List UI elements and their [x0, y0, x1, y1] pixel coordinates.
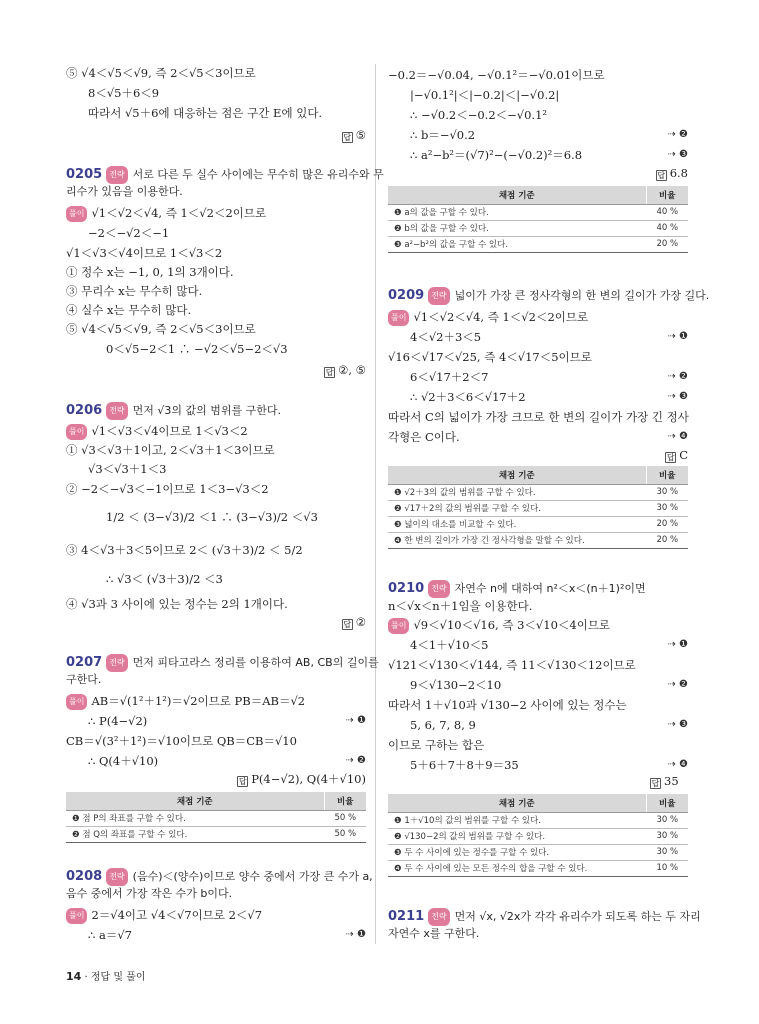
marker-3: ⇢ ❸ [667, 149, 688, 160]
rubric-rate-header: 비율 [646, 794, 688, 812]
solution-tag: 풀이 [66, 694, 87, 710]
marker-1: ⇢ ❶ [345, 929, 366, 940]
rubric-header: 채점 기준 [388, 186, 646, 204]
solution-line: ∴ −√0.2＜−0.2＜−√0.1² [410, 108, 548, 122]
rubric-rate: 20 % [646, 236, 688, 252]
solution-line: ∴ √2＋3＜6＜√17＋2 [410, 390, 526, 404]
strategy-text: 자연수 x를 구한다. [388, 927, 480, 940]
strategy-text: 먼저 √3의 값의 범위를 구한다. [132, 404, 282, 417]
rubric-criterion: ❶ 1＋√10의 값의 범위를 구할 수 있다. [388, 812, 646, 828]
solution-text: √1＜√3＜√4이므로 1＜√3＜2 [91, 424, 248, 438]
marker-3: ⇢ ❸ [667, 719, 688, 730]
solution-line: √16＜√17＜√25, 즉 4＜√17＜5이므로 [388, 350, 592, 364]
question-number: 0211 [388, 909, 425, 924]
solution-line: ⑤ √4＜√5＜√9, 즉 2＜√5＜3이므로 [66, 66, 256, 80]
solution-text: √9＜√10＜√16, 즉 3＜√10＜4이므로 [413, 618, 611, 632]
solution-line: 9＜√130−2＜10 [410, 678, 502, 692]
answer-value: ② [355, 615, 366, 629]
solution-line [66, 908, 262, 924]
rubric-rate: 50 % [324, 826, 366, 842]
solution-line: ① √3＜√3＋1이고, 2＜√3＋1＜3이므로 [66, 443, 275, 457]
rubric-rate: 30 % [646, 828, 688, 844]
answer-value: P(4−√2), Q(4＋√10) [251, 772, 366, 786]
solution-line: ∴ a＝√7 [88, 928, 132, 942]
solution-tag: 풀이 [66, 424, 87, 440]
answer-0208 [656, 166, 688, 181]
rubric-header: 채점 기준 [388, 466, 646, 484]
question-number: 0206 [66, 403, 103, 418]
rubric-criterion: ❸ 두 수 사이에 있는 정수를 구할 수 있다. [388, 844, 646, 860]
strategy-tag: 전략 [106, 868, 127, 886]
question-0208-header [66, 868, 373, 886]
solution-line: ③ 무리수 x는 무수히 많다. [66, 284, 203, 298]
rubric-rate: 30 % [646, 484, 688, 500]
solution-line: −2＜−√2＜−1 [88, 226, 170, 240]
strategy-tag: 전략 [428, 580, 449, 598]
solution-line: ∴ P(4−√2) [88, 714, 148, 728]
solution-line [66, 206, 266, 222]
strategy-text: 구한다. [66, 673, 102, 686]
solution-line: 5, 6, 7, 8, 9 [410, 718, 476, 732]
strategy-text: 넓이가 가장 큰 정사각형의 한 변의 길이가 가장 길다. [454, 289, 710, 302]
rubric-rate: 50 % [324, 810, 366, 826]
strategy-tag: 전략 [428, 908, 449, 926]
marker-2: ⇢ ❷ [667, 679, 688, 690]
strategy-text: (음수)＜(양수)이므로 양수 중에서 가장 큰 수가 a, [132, 870, 373, 883]
question-number: 0205 [66, 167, 103, 182]
solution-line [66, 424, 248, 440]
solution-line: ③ 4＜√3＋3＜5이므로 2＜ (√3＋3)/2 ＜ 5/2 [66, 543, 303, 557]
answer-icon: 답 [651, 779, 660, 788]
marker-1: ⇢ ❶ [667, 639, 688, 650]
marker-2: ⇢ ❷ [667, 371, 688, 382]
solution-line [388, 310, 588, 326]
question-0205-header [66, 166, 384, 184]
rubric-rate: 40 % [646, 204, 688, 220]
solution-line: √121＜√130＜√144, 즉 11＜√130＜12이므로 [388, 658, 636, 672]
question-0210-header [388, 580, 646, 598]
solution-line: 8＜√5＋6＜9 [88, 86, 160, 100]
solution-line: 5＋6＋7＋8＋9＝35 [410, 758, 519, 772]
rubric-rate-header: 비율 [646, 186, 688, 204]
rubric-criterion: ❶ √2＋3의 값의 범위를 구할 수 있다. [388, 484, 646, 500]
answer-value: ⑤ [355, 128, 366, 142]
strategy-text: 먼저 피타고라스 정리를 이용하여 AB, CB의 길이를 [132, 656, 379, 669]
rubric-header: 채점 기준 [388, 794, 646, 812]
rubric-rate: 10 % [646, 860, 688, 876]
question-number: 0208 [66, 869, 103, 884]
solution-line: CB＝√(3²＋1²)＝√10이므로 QB＝CB＝√10 [66, 734, 297, 748]
answer-icon: 답 [343, 133, 352, 142]
solution-line [66, 694, 305, 710]
answer-0207 [237, 772, 366, 787]
solution-line: 이므로 구하는 합은 [388, 738, 485, 752]
strategy-text: 리수가 있음을 이용한다. [66, 185, 183, 198]
strategy-text: n＜√x＜n＋1임을 이용한다. [388, 599, 533, 613]
solution-line: √3＜√3＋1＜3 [88, 462, 167, 476]
question-number: 0210 [388, 581, 425, 596]
solution-line: 1/2 ＜ (3−√3)/2 ＜1 ∴ (3−√3)/2 ＜√3 [106, 510, 318, 524]
rubric-rate: 30 % [646, 812, 688, 828]
rubric-criterion: ❷ 점 Q의 좌표를 구할 수 있다. [66, 826, 324, 842]
rubric-table-0209 [388, 466, 688, 549]
rubric-rate: 20 % [646, 532, 688, 548]
answer-0205 [324, 363, 366, 378]
rubric-criterion: ❷ b의 값을 구할 수 있다. [388, 220, 646, 236]
solution-line: 따라서 1＋√10과 √130−2 사이에 있는 정수는 [388, 698, 627, 712]
solution-line: |−√0.1²|＜|−0.2|＜|−√0.2| [410, 88, 560, 102]
answer-icon: 답 [657, 171, 666, 180]
rubric-rate: 30 % [646, 500, 688, 516]
solution-line: −0.2＝−√0.04, −√0.1²＝−√0.01이므로 [388, 68, 605, 82]
answer-0210 [650, 774, 679, 789]
solution-text: AB＝√(1²＋1²)＝√2이므로 PB＝AB＝√2 [91, 694, 306, 708]
strategy-text: 서로 다른 두 실수 사이에는 무수히 많은 유리수와 무 [132, 168, 384, 181]
solution-line: 6＜√17＋2＜7 [410, 370, 489, 384]
rubric-criterion: ❹ 한 변의 길이가 가장 긴 정사각형을 말할 수 있다. [388, 532, 646, 548]
solution-line: 4＜√2＋3＜5 [410, 330, 482, 344]
question-number: 0207 [66, 655, 103, 670]
marker-2: ⇢ ❷ [345, 755, 366, 766]
strategy-tag: 전략 [428, 287, 449, 305]
marker-2: ⇢ ❷ [667, 129, 688, 140]
solution-line: 각형은 C이다. [388, 430, 460, 444]
solution-line: 따라서 √5＋6에 대응하는 점은 구간 E에 있다. [88, 106, 323, 120]
rubric-criterion: ❷ √130−2의 값의 범위를 구할 수 있다. [388, 828, 646, 844]
rubric-header: 채점 기준 [66, 792, 324, 810]
answer-icon: 답 [238, 777, 247, 786]
solution-text: √1＜√2＜√4, 즉 1＜√2＜2이므로 [91, 206, 267, 220]
solution-tag: 풀이 [66, 206, 87, 222]
solution-line: √1＜√3＜√4이므로 1＜√3＜2 [66, 246, 223, 260]
answer-icon: 답 [343, 620, 352, 629]
solution-tag: 풀이 [388, 310, 409, 326]
page-number: 14 [66, 970, 82, 983]
rubric-criterion: ❸ a²−b²의 값을 구할 수 있다. [388, 236, 646, 252]
strategy-text: 먼저 √x, √2x가 각각 유리수가 되도록 하는 두 자리 [454, 910, 701, 923]
rubric-rate-header: 비율 [324, 792, 366, 810]
solution-line: 따라서 C의 넓이가 가장 크므로 한 변의 길이가 가장 긴 정사 [388, 410, 689, 424]
answer-icon: 답 [325, 368, 334, 377]
solution-line: ∴ Q(4＋√10) [88, 754, 159, 768]
rubric-rate: 20 % [646, 516, 688, 532]
rubric-rate-header: 비율 [646, 466, 688, 484]
strategy-text: 음수 중에서 가장 작은 수가 b이다. [66, 887, 233, 900]
strategy-text: 자연수 n에 대하여 n²＜x＜(n＋1)²이면 [454, 582, 646, 595]
solution-line: ④ √3과 3 사이에 있는 정수는 2의 1개이다. [66, 597, 288, 611]
marker-4: ⇢ ❹ [667, 431, 688, 442]
question-0211-header [388, 908, 701, 926]
question-number: 0209 [388, 288, 425, 303]
answer-value: 35 [664, 774, 679, 788]
question-0206-header [66, 402, 281, 420]
solution-line: 4＜1＋√10＜5 [410, 638, 489, 652]
solution-line [388, 618, 610, 634]
rubric-rate: 30 % [646, 844, 688, 860]
solution-line: ∴ a²−b²＝(√7)²−(−√0.2)²＝6.8 [410, 148, 583, 162]
strategy-tag: 전략 [106, 402, 127, 420]
answer-0204 [342, 128, 366, 143]
rubric-criterion: ❶ a의 값을 구할 수 있다. [388, 204, 646, 220]
rubric-rate: 40 % [646, 220, 688, 236]
answer-icon: 답 [666, 453, 675, 462]
rubric-criterion: ❷ √17＋2의 값의 범위를 구할 수 있다. [388, 500, 646, 516]
marker-1: ⇢ ❶ [667, 331, 688, 342]
solution-tag: 풀이 [66, 908, 87, 924]
rubric-table-0207 [66, 792, 366, 843]
page-footer [66, 968, 146, 983]
rubric-table-0208 [388, 186, 688, 253]
rubric-criterion: ❹ 두 수 사이에 있는 모든 정수의 합을 구할 수 있다. [388, 860, 646, 876]
rubric-criterion: ❶ 점 P의 좌표를 구할 수 있다. [66, 810, 324, 826]
answer-value: 6.8 [669, 166, 688, 180]
solution-text: 2＝√4이고 √4＜√7이므로 2＜√7 [91, 908, 263, 922]
answer-0206 [342, 615, 366, 630]
answer-0209 [665, 448, 688, 463]
marker-1: ⇢ ❶ [345, 715, 366, 726]
footer-title: · 정답 및 풀이 [84, 972, 146, 983]
solution-line: 0＜√5−2＜1 ∴ −√2＜√5−2＜√3 [106, 342, 288, 356]
marker-3: ⇢ ❸ [667, 391, 688, 402]
solution-line: ∴ √3＜ (√3＋3)/2 ＜3 [106, 572, 223, 586]
rubric-criterion: ❸ 넓이의 대소를 비교할 수 있다. [388, 516, 646, 532]
strategy-tag: 전략 [106, 166, 127, 184]
solution-text: √1＜√2＜√4, 즉 1＜√2＜2이므로 [413, 310, 589, 324]
solution-line: ② −2＜−√3＜−1이므로 1＜3−√3＜2 [66, 482, 269, 496]
solution-tag: 풀이 [388, 618, 409, 634]
question-0207-header [66, 654, 379, 672]
solution-line: ① 정수 x는 −1, 0, 1의 3개이다. [66, 265, 234, 279]
column-divider [375, 64, 376, 944]
solution-line: ④ 실수 x는 무수히 많다. [66, 303, 192, 317]
rubric-table-0210 [388, 794, 688, 877]
marker-4: ⇢ ❹ [667, 759, 688, 770]
answer-value: ②, ⑤ [338, 363, 366, 377]
solution-line: ⑤ √4＜√5＜√9, 즉 2＜√5＜3이므로 [66, 322, 256, 336]
question-0209-header [388, 287, 709, 305]
answer-value: C [679, 448, 688, 462]
strategy-tag: 전략 [106, 654, 127, 672]
solution-line: ∴ b＝−√0.2 [410, 128, 476, 142]
